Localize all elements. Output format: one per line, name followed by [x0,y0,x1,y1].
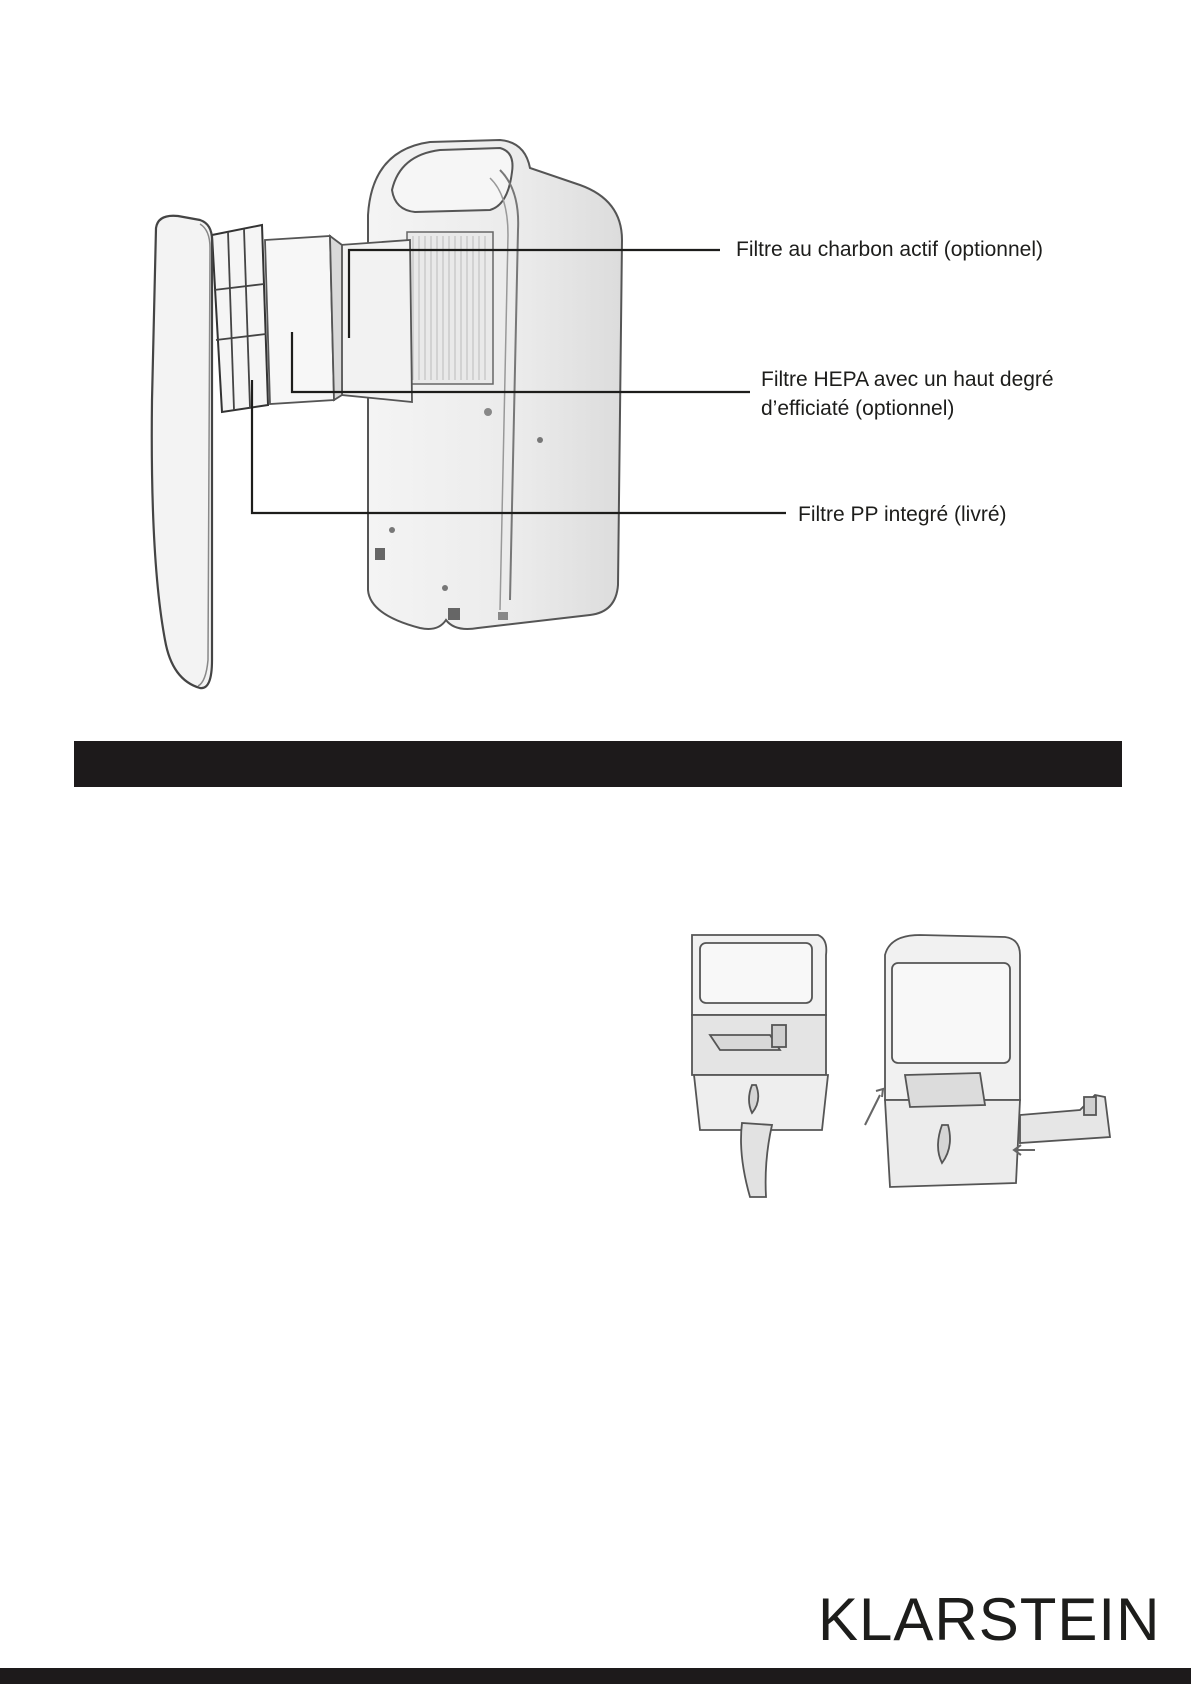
tank-pull-illustration [692,935,828,1197]
callout-charbon-label: Filtre au charbon actif (optionnel) [736,238,1043,261]
callout-hepa-label-line2: d’efficiaté (optionnel) [761,397,955,420]
brand-logo: KLARSTEIN [818,1586,1161,1653]
water-tank-illustration [680,925,1120,1205]
callout-pp-label: Filtre PP integré (livré) [798,503,1007,526]
carbon-filter-shape [265,236,412,404]
callout-hepa-label-line1: Filtre HEPA avec un haut degré [761,368,1054,391]
pp-filter-shape [212,225,268,412]
section-header-bar [74,741,1122,787]
front-cover-shape [152,216,212,688]
hepa-filter-shape [407,232,493,384]
footer-bar [0,1668,1191,1684]
tank-insert-illustration [865,935,1110,1187]
filter-exploded-illustration [0,0,1191,720]
